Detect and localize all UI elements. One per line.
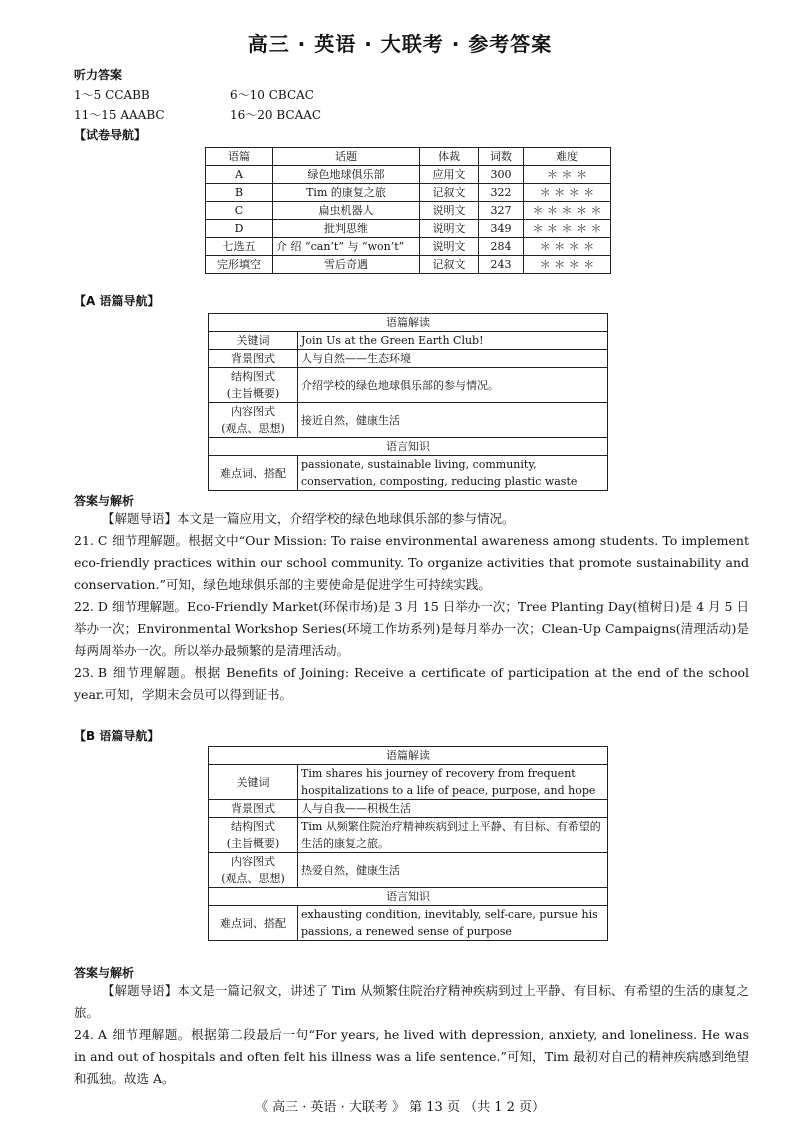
cell: ＊ ＊ ＊ ＊ (524, 256, 611, 274)
answer-number: 24. A (74, 1027, 107, 1042)
cell: C (206, 202, 273, 220)
cell: 243 (479, 256, 524, 274)
cell: 284 (479, 238, 524, 256)
cell: 扁虫机器人 (273, 202, 420, 220)
row-value: 热爱自然，健康生活 (298, 853, 608, 888)
cell: ＊ ＊ ＊ ＊ (524, 238, 611, 256)
listening-answer: 16～20 BCAAC (230, 108, 322, 122)
answer-text: 细节理解题。根据文中“Our Mission: To raise environmental awareness among students. To implement eco-friendly practices within our school community. To organize activities that promote sustainability and conservation.”可知，绿色地球俱乐部的主要使命是促进学生可持续实践。 (74, 533, 749, 592)
cell: 七选五 (206, 238, 273, 256)
answer-item (74, 530, 749, 596)
cell: 327 (479, 202, 524, 220)
passage-b-heading: 【B 语篇导航】 (74, 729, 160, 743)
header-cell: 词数 (479, 148, 524, 166)
passage-b-table (208, 746, 608, 941)
analysis-b-heading: 答案与解析 (74, 966, 135, 980)
analysis-a-heading: 答案与解析 (74, 494, 135, 508)
answer-text: 细节理解题。根据第二段最后一句“For years, he lived with depression, anxiety, and loneliness. He was in and out of hospitals and often felt his illness was a life sentence.”可知，Tim 最初对自己的精神疾病感到绝望和孤独。故选 A。 (74, 1027, 749, 1086)
listening-answer: 1～5 CCABB (74, 88, 150, 102)
answer-number: 23. B (74, 665, 108, 680)
cell: 说明文 (420, 202, 479, 220)
cell: B (206, 184, 273, 202)
answer-item (74, 1024, 749, 1090)
overview-heading: 【试卷导航】 (74, 128, 147, 142)
reading-header: 语篇解读 (209, 314, 608, 332)
row-value: Tim 从频繁住院治疗精神疾病到过上平静、有目标、有希望的生活的康复之旅。 (298, 818, 608, 853)
listening-answer: 11～15 AAABC (74, 108, 165, 122)
cell: D (206, 220, 273, 238)
passage-a-heading: 【A 语篇导航】 (74, 294, 160, 308)
analysis-b-body (74, 980, 749, 1090)
cell: 记叙文 (420, 256, 479, 274)
table-row (206, 166, 611, 184)
cell: 应用文 (420, 166, 479, 184)
listening-heading: 听力答案 (74, 68, 123, 82)
passage-a-table (208, 313, 608, 491)
listening-answer: 6～10 CBCAC (230, 88, 314, 102)
answer-item (74, 662, 749, 706)
cell: ＊ ＊ ＊ (524, 166, 611, 184)
page-footer: 《 高三 · 英语 · 大联考 》 第 13 页 （共 1 2 页） (254, 1100, 546, 1115)
table-row (206, 184, 611, 202)
header-cell: 语篇 (206, 148, 273, 166)
row-label: 背景图式 (209, 800, 298, 818)
page-title: 高三 · 英语 · 大联考 · 参考答案 (247, 32, 553, 56)
cell: 349 (479, 220, 524, 238)
cell: 说明文 (420, 220, 479, 238)
cell: 雪后奇遇 (273, 256, 420, 274)
row-value: exhausting condition, inevitably, self-care, pursue his passions, a renewed sense of purpose (298, 906, 608, 941)
row-label: 难点词、搭配 (209, 906, 298, 941)
cell: 说明文 (420, 238, 479, 256)
row-value: 人与自我——积极生活 (298, 800, 608, 818)
cell: 300 (479, 166, 524, 184)
row-label: 关键词 (209, 765, 298, 800)
analysis-a-body (74, 508, 749, 706)
guide-text: 【解题导语】本文是一篇应用文，介绍学校的绿色地球俱乐部的参与情况。 (102, 511, 515, 526)
language-header: 语言知识 (209, 888, 608, 906)
header-cell: 体裁 (420, 148, 479, 166)
cell: ＊ ＊ ＊ ＊ (524, 184, 611, 202)
table-row (206, 238, 611, 256)
row-label: 内容图式 (观点、思想) (209, 853, 298, 888)
row-label: 难点词、搭配 (209, 456, 298, 491)
overview-header-row (206, 148, 611, 166)
cell: 记叙文 (420, 184, 479, 202)
answer-number: 21. C (74, 533, 108, 548)
cell: A (206, 166, 273, 184)
answer-item (74, 596, 749, 662)
cell: 介 绍 “can’t” 与 “won’t” (273, 238, 420, 256)
row-label: 结构图式 (主旨概要) (209, 818, 298, 853)
guide-text: 【解题导语】本文是一篇记叙文，讲述了 Tim 从频繁住院治疗精神疾病到过上平静、有目标、有希望的生活的康复之旅。 (74, 983, 749, 1020)
row-label: 背景图式 (209, 350, 298, 368)
cell: 批判思维 (273, 220, 420, 238)
row-label: 内容图式 (观点、思想) (209, 403, 298, 438)
overview-table (205, 147, 611, 274)
header-cell: 难度 (524, 148, 611, 166)
answer-text: 细节理解题。根据 Benefits of Joining: Receive a certificate of participation at the end of the school year.可知，学期末会员可以得到证书。 (74, 665, 749, 702)
row-value: Join Us at the Green Earth Club! (298, 332, 608, 350)
cell: Tim 的康复之旅 (273, 184, 420, 202)
cell: 322 (479, 184, 524, 202)
cell: ＊ ＊ ＊ ＊ ＊ (524, 220, 611, 238)
row-label: 结构图式 (主旨概要) (209, 368, 298, 403)
cell: 完形填空 (206, 256, 273, 274)
table-row (206, 220, 611, 238)
row-value: 接近自然，健康生活 (298, 403, 608, 438)
row-value: passionate, sustainable living, community, conservation, composting, reducing plastic waste (298, 456, 608, 491)
cell: 绿色地球俱乐部 (273, 166, 420, 184)
reading-header: 语篇解读 (209, 747, 608, 765)
row-value: Tim shares his journey of recovery from frequent hospitalizations to a life of peace, purpose, and hope (298, 765, 608, 800)
answer-text: 细节理解题。Eco-Friendly Market(环保市场)是 3 月 15 日举办一次；Tree Planting Day(植树日)是 4 月 5 日举办一次；Environmental Workshop Series(环境工作坊系列)是每月举办一次；Clean-Up Campaigns(清理活动)是每两周举办一次。所以举办最频繁的是清理活动。 (74, 599, 749, 658)
table-row (206, 202, 611, 220)
row-value: 人与自然——生态环境 (298, 350, 608, 368)
answer-number: 22. D (74, 599, 108, 614)
row-label: 关键词 (209, 332, 298, 350)
header-cell: 话题 (273, 148, 420, 166)
table-row (206, 256, 611, 274)
language-header: 语言知识 (209, 438, 608, 456)
cell: ＊ ＊ ＊ ＊ ＊ (524, 202, 611, 220)
row-value: 介绍学校的绿色地球俱乐部的参与情况。 (298, 368, 608, 403)
